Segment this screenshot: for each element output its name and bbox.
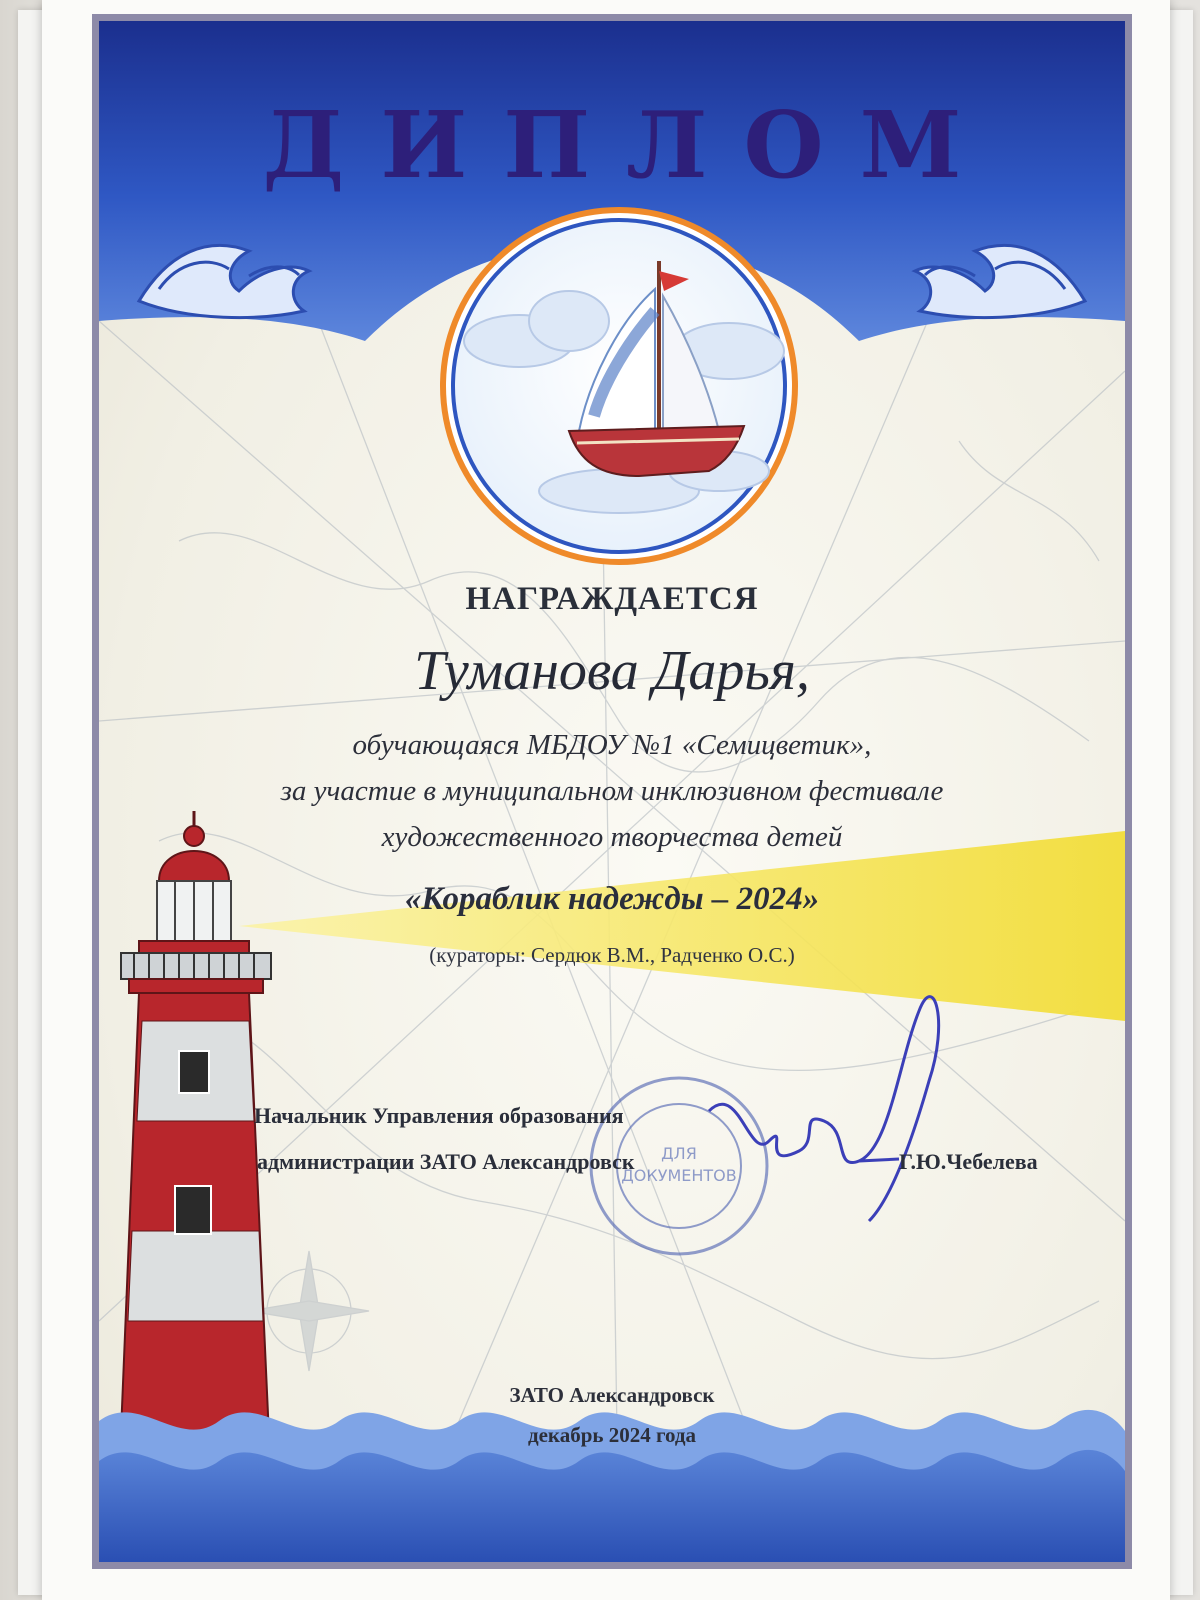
svg-text:ДОКУМЕНТОВ: ДОКУМЕНТОВ	[621, 1166, 737, 1185]
svg-text:ДЛЯ: ДЛЯ	[661, 1144, 697, 1163]
signer-position-line2: администрации ЗАТО Александровск	[257, 1149, 635, 1174]
festival-name: «Кораблик надежды – 2024»	[404, 881, 820, 917]
handwritten-signature	[709, 997, 939, 1221]
sailboat-medallion	[443, 210, 795, 562]
signer-position-line1: Начальник Управления образования	[254, 1103, 624, 1128]
recipient-institution: обучающаяся МБДОУ №1 «Семицветик»,	[352, 729, 872, 761]
signer-name: Г.Ю.Чебелева	[899, 1149, 1038, 1174]
diploma-frame	[92, 14, 1132, 1569]
diploma-title: ДИПЛОМ	[262, 91, 998, 199]
diploma-sheet	[42, 0, 1170, 1600]
footer-date: декабрь 2024 года	[527, 1423, 697, 1447]
award-reason-line2: художественного творчества детей	[381, 821, 843, 853]
lighthouse-beam	[239, 831, 1125, 1021]
curators: (кураторы: Сердюк В.М., Радченко О.С.)	[429, 943, 795, 967]
footer-city: ЗАТО Александровск	[509, 1383, 715, 1407]
recipient-name: Туманова Дарья,	[414, 640, 810, 702]
awarded-label: НАГРАЖДАЕТСЯ	[465, 581, 759, 617]
award-reason-line1: за участие в муниципальном инклюзивном фестивале	[280, 775, 944, 807]
